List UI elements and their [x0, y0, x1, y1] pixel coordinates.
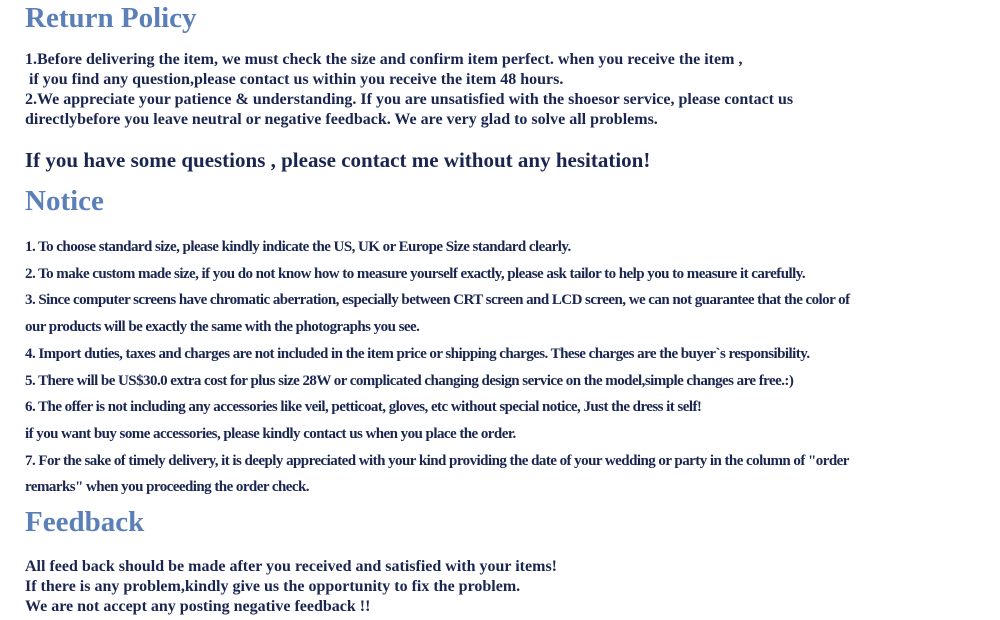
notice-list: [25, 234, 850, 501]
return-policy-text: [25, 50, 793, 130]
feedback-text: [25, 557, 557, 617]
feedback-heading: Feedback: [25, 506, 145, 538]
notice-item: if you want buy some accessories, please kindly contact us when you place the order.: [25, 425, 516, 442]
return-policy-line: 1.Before delivering the item, we must check the size and confirm item perfect. when you receive the item ,: [25, 51, 743, 68]
notice-item: 3. Since computer screens have chromatic aberration, especially between CRT screen and LCD screen, we can not guarantee that the color of: [25, 292, 850, 309]
contact-line: If you have some questions , please contact me without any hesitation!: [25, 148, 651, 172]
notice-item: our products will be exactly the same with the photographs you see.: [25, 319, 420, 336]
notice-item: 4. Import duties, taxes and charges are not included in the item price or shipping charges. These charges are the buyer`s responsibility.: [25, 345, 810, 362]
notice-item: 7. For the sake of timely delivery, it is deeply appreciated with your kind providing the date of your wedding or party in the column of "order: [25, 452, 849, 469]
notice-item: 5. There will be US$30.0 extra cost for plus size 28W or complicated changing design service on the model,simple changes are free.:): [25, 372, 794, 389]
return-policy-line: 2.We appreciate your patience & understanding. If you are unsatisfied with the shoesor service, please contact us: [25, 91, 794, 108]
notice-item: 1. To choose standard size, please kindly indicate the US, UK or Europe Size standard clearly.: [25, 239, 571, 255]
feedback-line: We are not accept any posting negative feedback !!: [25, 598, 371, 615]
return-policy-heading: Return Policy: [25, 2, 197, 34]
notice-item: remarks" when you proceeding the order check.: [25, 479, 309, 496]
notice-item: 2. To make custom made size, if you do not know how to measure yourself exactly, please ask tailor to help you to measure it carefully.: [25, 265, 806, 282]
return-policy-line: if you find any question,please contact us within you receive the item 48 hours.: [25, 71, 564, 88]
notice-item: 6. The offer is not including any accessories like veil, petticoat, gloves, etc without special notice, Just the dress it self!: [25, 399, 702, 416]
feedback-line: If there is any problem,kindly give us the opportunity to fix the problem.: [25, 578, 521, 595]
notice-heading: Notice: [25, 185, 104, 217]
return-policy-line: directlybefore you leave neutral or negative feedback. We are very glad to solve all problems.: [25, 111, 658, 128]
feedback-line: All feed back should be made after you received and satisfied with your items!: [25, 558, 557, 575]
